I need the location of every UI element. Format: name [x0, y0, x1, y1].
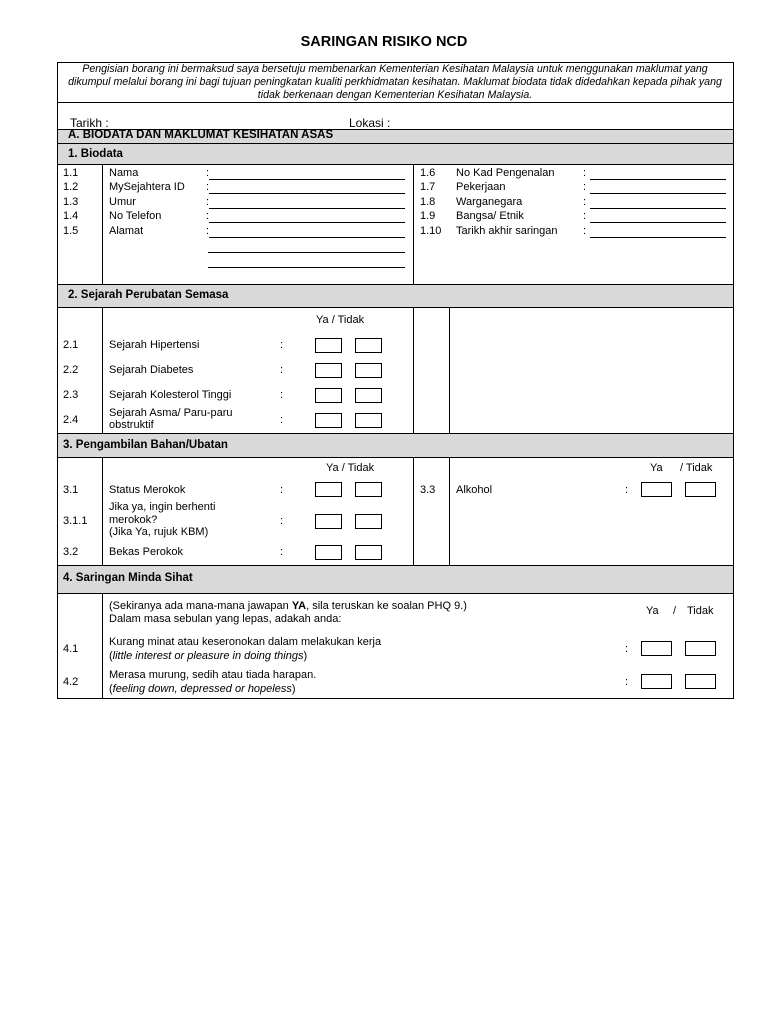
alkohol-ya-checkbox[interactable]	[641, 482, 672, 497]
phq-intro-line1: (Sekiranya ada mana-mana jawapan YA, sila teruskan ke soalan PHQ 9.)	[109, 600, 467, 612]
warganegara-field[interactable]	[590, 208, 726, 209]
telefon-field[interactable]	[209, 222, 405, 223]
telefon-label: No Telefon	[109, 210, 162, 222]
alamat-field-line1[interactable]	[209, 237, 405, 238]
ya-tidak-header-left: Ya / Tidak	[326, 462, 375, 474]
item-number: 2.3	[63, 389, 79, 401]
bangsa-field[interactable]	[590, 222, 726, 223]
item-number: 1.1	[63, 167, 79, 179]
bekas-perokok-tidak-checkbox[interactable]	[355, 545, 382, 560]
alkohol-tidak-checkbox[interactable]	[685, 482, 716, 497]
alamat-field-line3[interactable]	[208, 267, 405, 268]
murung-question: Merasa murung, sedih atau tiada harapan. (feeling down, depressed or hopeless)	[109, 669, 317, 695]
bekas-perokok-label: Bekas Perokok	[109, 546, 183, 558]
nama-label: Nama	[109, 167, 139, 179]
section-3-header: 3. Pengambilan Bahan/Ubatan	[63, 439, 228, 451]
berhenti-tidak-checkbox[interactable]	[355, 514, 382, 529]
mysejahtera-field[interactable]	[209, 193, 405, 194]
lokasi-label: Lokasi :	[349, 116, 391, 130]
section-2-header: 2. Sejarah Perubatan Semasa	[68, 289, 229, 301]
ic-field[interactable]	[590, 179, 726, 180]
item-number: 3.2	[63, 546, 79, 558]
item-number: 1.5	[63, 225, 79, 237]
item-number: 1.6	[420, 167, 436, 179]
pekerjaan-label: Pekerjaan	[456, 181, 506, 193]
minat-tidak-checkbox[interactable]	[685, 641, 716, 656]
asma-ya-checkbox[interactable]	[315, 413, 342, 428]
diabetes-tidak-checkbox[interactable]	[355, 363, 382, 378]
ya-tidak-header: Ya / Tidak	[316, 314, 365, 326]
diabetes-ya-checkbox[interactable]	[315, 363, 342, 378]
section-a-header: A. BIODATA DAN MAKLUMAT KESIHATAN ASAS	[68, 129, 334, 141]
merokok-tidak-checkbox[interactable]	[355, 482, 382, 497]
merokok-label: Status Merokok	[109, 484, 186, 496]
consent-disclaimer: Pengisian borang ini bermaksud saya bersetuju membenarkan Kementerian Kesihatan Malaysia untuk menggunakan maklumat yang dikumpul melalui borang ini bagi tujuan peningkatan kualiti perkhidmatan kesihatan. Maklumat biodata tidak didedahkan kepada pihak yang tidak berkenaan dengan Kementerian Kesihatan Malaysia.	[68, 63, 722, 102]
page-title: SARINGAN RISIKO NCD	[300, 34, 468, 50]
item-number: 4.1	[63, 643, 79, 655]
umur-field[interactable]	[209, 208, 405, 209]
alamat-label: Alamat	[109, 225, 144, 237]
bangsa-label: Bangsa/ Etnik	[456, 210, 524, 222]
nama-field[interactable]	[209, 179, 405, 180]
hipertensi-label: Sejarah Hipertensi	[109, 339, 200, 351]
item-number: 3.1.1	[63, 515, 88, 527]
ya-header-right: Ya	[650, 462, 663, 474]
section-4-header: 4. Saringan Minda Sihat	[63, 572, 193, 584]
item-number: 1.9	[420, 210, 436, 222]
murung-ya-checkbox[interactable]	[641, 674, 672, 689]
item-number: 4.2	[63, 676, 79, 688]
minat-ya-checkbox[interactable]	[641, 641, 672, 656]
item-number: 1.8	[420, 196, 436, 208]
phq-intro-line2: Dalam masa sebulan yang lepas, adakah anda:	[109, 613, 342, 625]
alamat-field-line2[interactable]	[208, 252, 405, 253]
murung-tidak-checkbox[interactable]	[685, 674, 716, 689]
berhenti-merokok-label: Jika ya, ingin berhenti merokok? (Jika Ya, rujuk KBM)	[109, 501, 216, 539]
bekas-perokok-ya-checkbox[interactable]	[315, 545, 342, 560]
warganegara-label: Warganegara	[456, 196, 523, 208]
item-number: 1.10	[420, 225, 442, 237]
item-number: 1.3	[63, 196, 79, 208]
berhenti-ya-checkbox[interactable]	[315, 514, 342, 529]
item-number: 2.1	[63, 339, 79, 351]
section-1-header: 1. Biodata	[68, 148, 123, 160]
item-number: 2.4	[63, 414, 79, 426]
hipertensi-tidak-checkbox[interactable]	[355, 338, 382, 353]
umur-label: Umur	[109, 196, 136, 208]
kolesterol-label: Sejarah Kolesterol Tinggi	[109, 389, 232, 401]
item-number: 1.7	[420, 181, 436, 193]
tarikh-saringan-label: Tarikh akhir saringan	[456, 225, 558, 237]
kolesterol-ya-checkbox[interactable]	[315, 388, 342, 403]
tidak-header: Tidak	[687, 605, 714, 617]
item-number: 3.3	[420, 484, 436, 496]
asma-tidak-checkbox[interactable]	[355, 413, 382, 428]
ya-header: Ya	[646, 605, 659, 617]
kolesterol-tidak-checkbox[interactable]	[355, 388, 382, 403]
diabetes-label: Sejarah Diabetes	[109, 364, 194, 376]
tidak-header-right: / Tidak	[680, 462, 713, 474]
item-number: 2.2	[63, 364, 79, 376]
item-number: 1.2	[63, 181, 79, 193]
mysejahtera-label: MySejahtera ID	[109, 181, 185, 193]
alkohol-label: Alkohol	[456, 484, 493, 496]
hipertensi-ya-checkbox[interactable]	[315, 338, 342, 353]
item-number: 1.4	[63, 210, 79, 222]
minat-question: Kurang minat atau keseronokan dalam melakukan kerja (little interest or pleasure in doing things)	[109, 636, 382, 662]
pekerjaan-field[interactable]	[590, 193, 726, 194]
tarikh-label: Tarikh :	[70, 116, 109, 130]
asma-label: Sejarah Asma/ Paru-paru obstruktif	[109, 407, 233, 431]
tarikh-saringan-field[interactable]	[590, 237, 726, 238]
ic-label: No Kad Pengenalan	[456, 167, 555, 179]
item-number: 3.1	[63, 484, 79, 496]
merokok-ya-checkbox[interactable]	[315, 482, 342, 497]
